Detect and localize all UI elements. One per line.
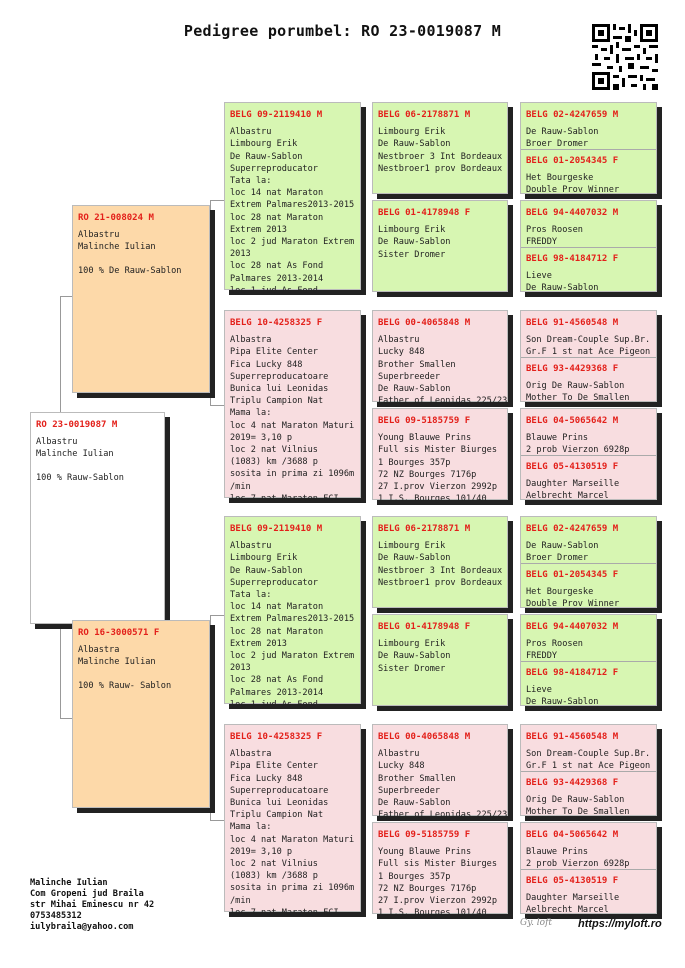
connector-line xyxy=(210,200,224,201)
grandsire-card: BELG 09-2119410 M Albastru Limbourg Erik De Rauw-Sablon Superreproducator Tata la: loc 14 nat Maraton Extrem Palmares2013-2015 loc 28 nat Maraton Extrem 2013 loc 2 jud Maraton Extrem 2013 loc 28 nat As Fond Palmares 2013-2014 loc 1 jud As Fond xyxy=(224,102,361,290)
page-title: Pedigree porumbel: RO 23-0019087 M xyxy=(183,22,502,40)
connector-line xyxy=(60,718,72,719)
granddam-card: BELG 10-4258325 F Albastra Pipa Elite Center Fica Lucky 848 Superreproducatoare Bunica lui Leonidas Triplu Campion Nat Mama la: loc 4 nat Maraton Maturi 2019= 3,10 p loc 2 nat Vilnius (1083) km /3688 p sosita in prima zi 1096m /min loc 7 nat Maraton FCI xyxy=(224,724,361,912)
ancestor-pair-card: BELG 02-4247659 M De Rauw-Sablon Broer Dromer BELG 01-2054345 F Het Bourgeske Double Prov Winner xyxy=(520,102,657,194)
connector-line xyxy=(60,296,72,297)
connector-line xyxy=(210,615,224,616)
subject-card: RO 23-0019087 M Albastru Malinche Iulian 100 % Rauw-Sablon xyxy=(30,412,165,624)
great-grandparent-card: BELG 09-5185759 F Young Blauwe Prins Full sis Mister Biurges 1 Bourges 357p 72 NZ Bourges 7176p 27 I.prov Vierzon 2992p 1 I.S. Bourges 101/40 xyxy=(372,408,508,500)
ancestor-pair-card: BELG 91-4560548 M Son Dream-Couple Sup.Br. Gr.F 1 st nat Ace Pigeon BELG 93-4429368 F Orig De Rauw-Sablon Mother To De Smallen xyxy=(520,724,657,816)
ancestor-pair-card: BELG 94-4407032 M Pros Roosen FREDDY BELG 98-4184712 F Lieve De Rauw-Sablon xyxy=(520,614,657,706)
connector-line xyxy=(210,820,224,821)
connector-line xyxy=(210,405,224,406)
ancestor-pair-card: BELG 94-4407032 M Pros Roosen FREDDY BELG 98-4184712 F Lieve De Rauw-Sablon xyxy=(520,200,657,292)
ancestor-pair-card: BELG 04-5065642 M Blauwe Prins 2 prob Vierzon 6928p BELG 05-4130519 F Daughter Marseille Aelbrecht Marcel xyxy=(520,408,657,500)
great-grandparent-card: BELG 00-4065848 M Albastru Lucky 848 Brother Smallen Superbreeder De Rauw-Sablon Father of Leonidas 225/23 xyxy=(372,310,508,402)
ancestor-pair-card: BELG 02-4247659 M De Rauw-Sablon Broer Dromer BELG 01-2054345 F Het Bourgeske Double Prov Winner xyxy=(520,516,657,608)
great-grandparent-card: BELG 06-2178871 M Limbourg Erik De Rauw-Sablon Nestbroer 3 Int Bordeaux Nestbroer1 prov Bordeaux xyxy=(372,102,508,194)
connector-line xyxy=(210,615,211,820)
great-grandparent-card: BELG 01-4178948 F Limbourg Erik De Rauw-Sablon Sister Dromer xyxy=(372,614,508,706)
sire-card: RO 21-008024 M Albastru Malinche Iulian 100 % De Rauw-Sablon xyxy=(72,205,210,393)
grandsire-card: BELG 09-2119410 M Albastru Limbourg Erik De Rauw-Sablon Superreproducator Tata la: loc 14 nat Maraton Extrem Palmares2013-2015 loc 28 nat Maraton Extrem 2013 loc 2 jud Maraton Extrem 2013 loc 28 nat As Fond Palmares 2013-2014 loc 1 jud As Fond xyxy=(224,516,361,704)
ancestor-pair-card: BELG 04-5065642 M Blauwe Prins 2 prob Vierzon 6928p BELG 05-4130519 F Daughter Marseille Aelbrecht Marcel xyxy=(520,822,657,914)
connector-line xyxy=(210,200,211,405)
website-link[interactable]: https://myloft.ro xyxy=(578,918,662,930)
qr-code xyxy=(592,24,658,90)
great-grandparent-card: BELG 06-2178871 M Limbourg Erik De Rauw-Sablon Nestbroer 3 Int Bordeaux Nestbroer1 prov Bordeaux xyxy=(372,516,508,608)
ancestor-pair-card: BELG 91-4560548 M Son Dream-Couple Sup.Br. Gr.F 1 st nat Ace Pigeon BELG 93-4429368 F Orig De Rauw-Sablon Mother To De Smallen xyxy=(520,310,657,402)
great-grandparent-card: BELG 00-4065848 M Albastru Lucky 848 Brother Smallen Superbreeder De Rauw-Sablon Father of Leonidas 225/23 xyxy=(372,724,508,816)
dam-card: RO 16-3000571 F Albastra Malinche Iulian 100 % Rauw- Sablon xyxy=(72,620,210,808)
ring-number: RO 16-3000571 F xyxy=(78,628,160,638)
great-grandparent-card: BELG 09-5185759 F Young Blauwe Prins Full sis Mister Biurges 1 Bourges 357p 72 NZ Bourges 7176p 27 I.prov Vierzon 2992p 1 I.S. Bourges 101/40 xyxy=(372,822,508,914)
great-grandparent-card: BELG 01-4178948 F Limbourg Erik De Rauw-Sablon Sister Dromer xyxy=(372,200,508,292)
ring-number: RO 23-0019087 M xyxy=(36,420,118,430)
signature-logo: Gy. loft xyxy=(520,918,553,928)
percentage-note: 100 % Rauw- Sablon xyxy=(78,680,172,691)
percentage-note: 100 % De Rauw-Sablon xyxy=(78,265,182,276)
granddam-card: BELG 10-4258325 F Albastra Pipa Elite Center Fica Lucky 848 Superreproducatoare Bunica lui Leonidas Triplu Campion Nat Mama la: loc 4 nat Maraton Maturi 2019= 3,10 p loc 2 nat Vilnius (1083) km /3688 p sosita in prima zi 1096m /min loc 7 nat Maraton FCI xyxy=(224,310,361,498)
owner-contact: Malinche Iulian Com Gropeni jud Braila str Mihai Eminescu nr 42 0753485312 iulybraila@yahoo.com xyxy=(30,878,155,932)
ring-number: RO 21-008024 M xyxy=(78,213,154,223)
percentage-note: 100 % Rauw-Sablon xyxy=(36,472,124,483)
